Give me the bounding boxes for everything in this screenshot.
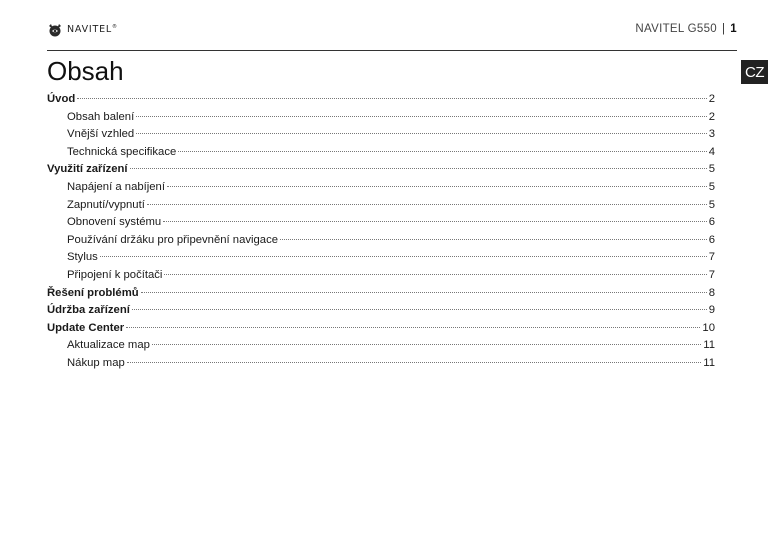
toc-leader-dots [127,362,701,363]
toc-entry[interactable] [47,337,715,355]
toc-entry-page: 5 [708,198,715,211]
brand [47,22,118,38]
toc-entry[interactable] [47,267,715,285]
toc-entry-label: Obnovení systému [67,216,162,229]
toc-leader-dots [152,344,701,345]
toc-entry[interactable] [47,285,715,303]
toc-leader-dots [132,309,707,310]
toc-entry-label: Nákup map [67,356,125,369]
toc-entry-page: 2 [708,93,715,105]
toc-entry-page: 4 [708,145,715,158]
toc-entry-page: 11 [703,356,715,369]
toc-leader-dots [100,256,707,257]
toc-entry-label: Úvod [47,93,76,105]
header-separator: | [722,23,726,35]
toc-entry-label: Aktualizace map [67,339,150,352]
toc-entry-label: Technická specifikace [67,145,177,158]
toc-entry[interactable] [47,197,715,215]
toc-leader-dots [163,221,707,222]
toc-entry[interactable] [47,320,715,338]
toc-leader-dots [147,204,707,205]
toc-entry-label: Vnější vzhled [67,128,135,141]
toc-entry-label: Obsah balení [67,110,135,123]
toc-entry[interactable] [47,161,715,179]
toc-entry[interactable] [47,302,715,320]
toc-leader-dots [136,116,707,117]
toc-entry-label: Používání držáku pro připevnění navigace [67,233,279,246]
toc-entry-label: Připojení k počítači [67,268,163,281]
toc-entry[interactable] [47,249,715,267]
toc-entry[interactable] [47,91,715,109]
toc-entry-label: Napájení a nabíjení [67,180,165,193]
toc-entry-label: Řešení problémů [47,286,139,299]
header-divider [47,50,737,51]
toc-entry-page: 7 [708,268,715,281]
navitel-bird-logo-icon [47,22,63,38]
toc-leader-dots [164,274,706,275]
page-number: 1 [730,23,737,35]
toc-entry-page: 6 [708,233,715,246]
toc-entry-page: 2 [708,110,715,123]
page-title: Obsah [47,56,124,86]
toc-entry-page: 3 [708,128,715,141]
toc-entry[interactable] [47,126,715,144]
table-of-contents [47,91,715,373]
toc-entry-page: 6 [708,216,715,229]
toc-entry-label: Využití zařízení [47,163,128,176]
toc-entry-label: Stylus [67,251,98,264]
toc-entry[interactable] [47,232,715,250]
toc-entry[interactable] [47,144,715,162]
language-badge: CZ [741,60,768,84]
toc-leader-dots [167,186,707,187]
toc-leader-dots [130,168,707,169]
toc-entry-page: 8 [708,286,715,299]
toc-entry-label: Údržba zařízení [47,304,130,317]
page-header [47,22,737,40]
toc-entry[interactable] [47,214,715,232]
toc-leader-dots [178,151,706,152]
toc-entry-label: Zapnutí/vypnutí [67,198,145,211]
toc-entry-page: 5 [708,180,715,193]
toc-leader-dots [136,133,707,134]
toc-leader-dots [77,98,706,99]
toc-entry[interactable] [47,179,715,197]
brand-name: NAVITEL® [67,24,118,36]
toc-leader-dots [280,239,707,240]
toc-entry[interactable] [47,109,715,127]
toc-entry[interactable] [47,355,715,373]
toc-entry-label: Update Center [47,321,125,334]
toc-entry-page: 5 [708,163,715,176]
product-name: NAVITEL G550 [635,23,717,35]
toc-entry-page: 11 [703,339,715,352]
toc-entry-page: 10 [702,321,715,334]
toc-entry-page: 7 [708,251,715,264]
header-product-page [635,23,737,35]
toc-leader-dots [141,292,707,293]
toc-entry-page: 9 [708,304,715,317]
toc-leader-dots [126,327,700,328]
